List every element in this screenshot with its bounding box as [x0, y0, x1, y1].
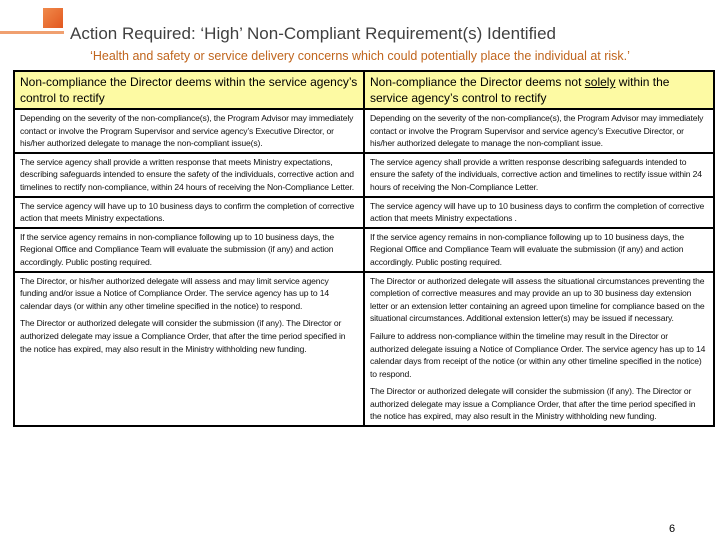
- cell-right: [364, 109, 714, 153]
- cell-paragraph: Depending on the severity of the non-compliance(s), the Program Advisor may immediately contact or involve the Program Supervisor and service agency’s Executive Director, or his/her authorized delegate to manage the non-compliant issue(s).: [20, 113, 354, 149]
- cell-right: [364, 197, 714, 228]
- compliance-table: [13, 70, 715, 427]
- cell-paragraph: The Director, or his/her authorized delegate will assess and may limit service agency funding and/or issue a Notice of Compliance Order. The service agency has up to 14 calendar days (or within any other timeline specified in the notice) to respond.: [20, 275, 330, 311]
- cell-paragraph: The service agency shall provide a written response that meets Ministry expectations, describing safeguards intended to ensure the safety of the individuals, corrective action and timelines to rectify non-compliance, within 24 hours of receiving the Non-Compliance Letter.: [20, 156, 354, 192]
- table-row: [14, 197, 714, 228]
- cell-paragraph: The Director or authorized delegate will consider the submission (if any). The Director or authorized delegate may issue a Compliance Order, that after the time period specified in the notice has expired, may also result in the Ministry withholding new funding.: [370, 386, 696, 422]
- cell-paragraph: Depending on the severity of the non-compliance(s), the Program Advisor may immediately contact or involve the Program Supervisor and service agency’s Executive Director, or his/her authorized delegate to manage the non-compliant issue.: [370, 113, 704, 149]
- cell-right: [364, 228, 714, 272]
- cell-paragraph: If the service agency remains in non-compliance following up to 10 business days, the Regional Office and Compliance Team will evaluate the submission (if any) and action accordingly. Public posting required.: [20, 231, 334, 267]
- cell-paragraph: The service agency will have up to 10 business days to confirm the completion of corrective action that meets Ministry expectations.: [20, 200, 355, 224]
- cell-left: [14, 197, 364, 228]
- slide-subtitle: ‘Health and safety or service delivery concerns which could potentially place the individual at risk.’: [90, 49, 630, 63]
- table-row: [14, 153, 714, 197]
- table-row: [14, 272, 714, 427]
- table-row: [14, 109, 714, 153]
- header-right-pre: Non-compliance the Director deems not: [370, 75, 585, 89]
- decorative-orange-square: [43, 8, 63, 28]
- header-right-emphasis: solely: [584, 75, 616, 89]
- header-right-post: within the service agency’s control to rectify: [370, 75, 670, 105]
- cell-paragraph: The service agency shall provide a written response describing safeguards intended to ensure the safety of the individuals, corrective action and timelines to rectify issue within 24 hours of receiving the Non-Compliance Letter.: [370, 156, 702, 192]
- cell-paragraph: The Director or authorized delegate will consider the submission (if any). The Director or authorized delegate may issue a Compliance Order, that after the time period specified in the notice has expired, may also result in the Ministry withholding new funding.: [20, 318, 346, 354]
- cell-right: [364, 272, 714, 427]
- cell-left: [14, 109, 364, 153]
- cell-paragraph: Failure to address non-compliance within the timeline may result in the Director or authorized delegate issuing a Notice of Compliance Order. The service agency has up to 14 calendar days from receipt of the notice (or within any other timeline specified in the notice) to respond.: [370, 330, 706, 379]
- cell-left: [14, 153, 364, 197]
- cell-paragraph: The Director or authorized delegate will assess the situational circumstances preventing the completion of corrective measures and may provide an up to 30 business day extension letter or an extension letter containing an agreed upon timeline for compliance based on the situational circumstances. Additional extension letter(s) may be issued if necessary.: [370, 275, 705, 324]
- cell-right: [364, 153, 714, 197]
- page-number: 6: [669, 523, 676, 535]
- cell-left: [14, 272, 364, 427]
- header-right: [364, 71, 714, 109]
- decorative-rule: [0, 31, 64, 34]
- table-row: [14, 228, 714, 272]
- cell-paragraph: The service agency will have up to 10 business days to confirm the completion of corrective action that meets Ministry expectations .: [370, 200, 705, 224]
- header-left: Non-compliance the Director deems within the service agency’s control to rectify: [14, 71, 364, 109]
- cell-paragraph: If the service agency remains in non-compliance following up to 10 business days, the Regional Office and Compliance Team will evaluate the submission (if any) and action accordingly. Public posting required.: [370, 231, 684, 267]
- cell-left: [14, 228, 364, 272]
- slide-title: Action Required: ‘High’ Non-Compliant Requirement(s) Identified: [70, 24, 556, 43]
